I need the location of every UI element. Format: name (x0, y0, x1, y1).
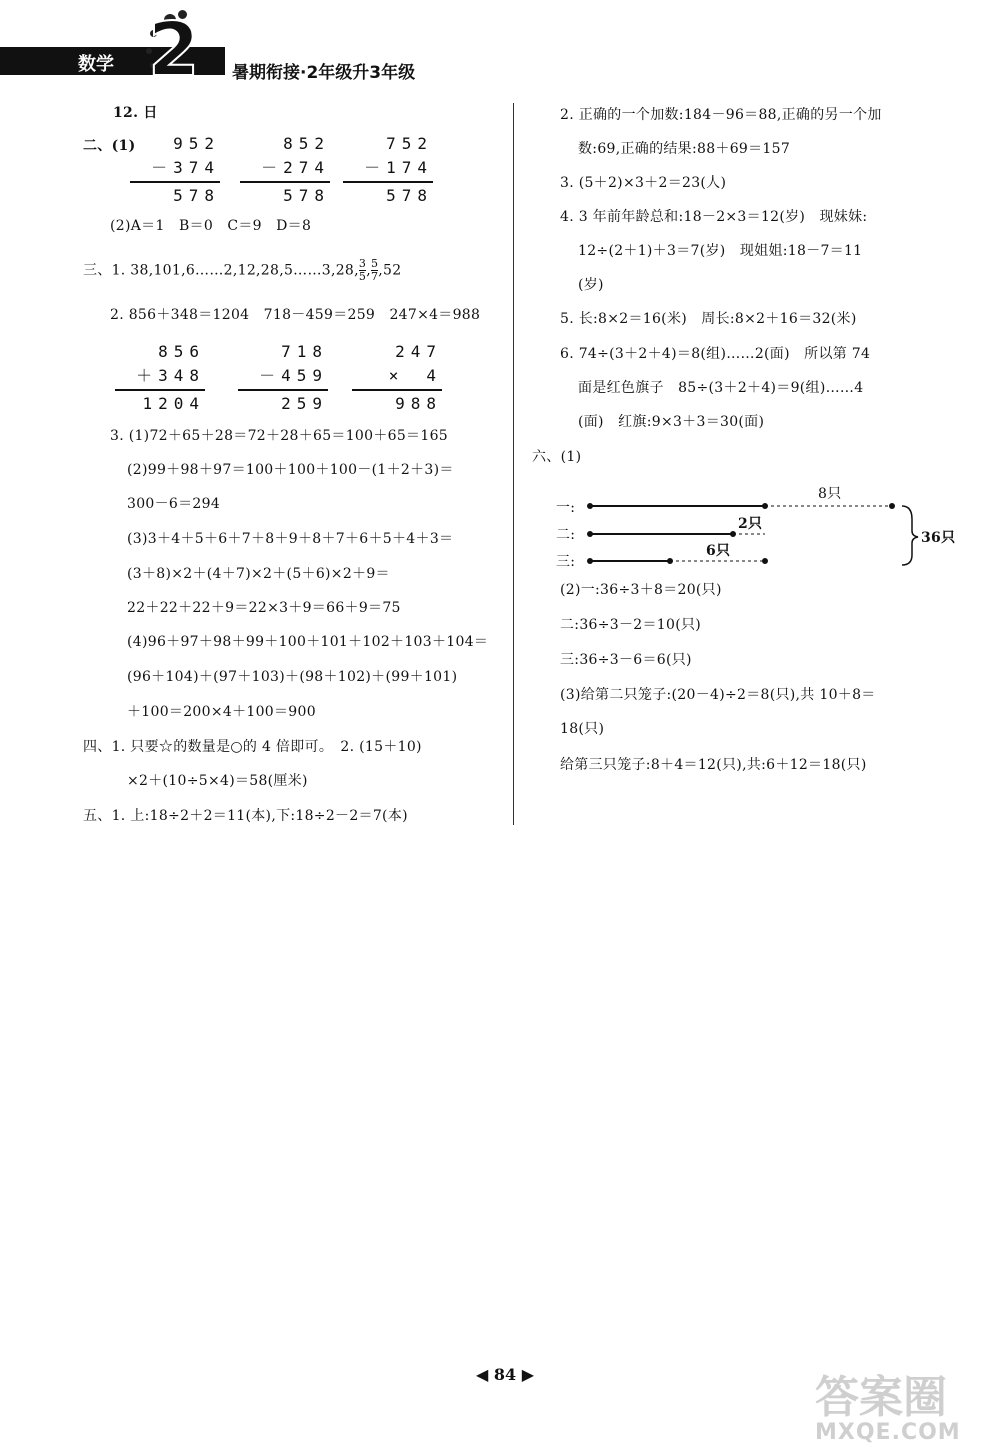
row-label-3: 三: (556, 554, 576, 570)
answer-3-3-line: (4)96＋97＋98＋99＋100＋101＋102＋103＋104＝ (127, 634, 489, 650)
answer-r2b: 数:69,正确的结果:88＋69＝157 (578, 141, 791, 157)
answer-3-3-line: 22＋22＋22＋9＝22×3＋9＝66＋9＝75 (127, 600, 401, 616)
answer-r5: 5. 长:8×2＝16(米) 周长:8×2＋16＝32(米) (560, 311, 857, 327)
answer-4-b: ×2＋(10÷5×4)＝58(厘米) (127, 773, 308, 789)
answer-3-3-line: (3＋8)×2＋(4＋7)×2＋(5＋6)×2＋9＝ (127, 566, 390, 582)
answer-r6b: 面是红色旗子 85÷(3＋2＋4)＝9(组)……4 (578, 380, 864, 396)
vertical-calc: 952 －374 578 (130, 132, 220, 208)
answer-3-1: 三、1. 38,101,6……2,12,28,5……3,28, $\frac{3}{5}$ , $\frac{5}{7}$ ,52 (83, 257, 402, 283)
answer-r6c: (面) 红旗:9×3＋3＝30(面) (578, 414, 765, 430)
segment-point (667, 558, 673, 564)
answer-12: 12. 日 (113, 105, 158, 121)
segment-point (730, 531, 736, 537)
vertical-calc: 247 × 4 988 (352, 340, 442, 416)
answer-3-3-line: ＋100＝200×4＋100＝900 (127, 704, 316, 720)
fraction: $\frac{3}{5}$ (358, 257, 367, 283)
segment-point (762, 558, 768, 564)
diagram-label-2: 2只 (738, 516, 763, 532)
answer-3-3-line: 3. (1)72＋65＋28＝72＋28＋65＝100＋65＝165 (110, 428, 448, 444)
section-2-label: 二、(1) (83, 138, 136, 154)
segment-point (762, 503, 768, 509)
answer-6-3b: 18(只) (560, 721, 605, 737)
row-label-1: 一: (556, 500, 576, 516)
brace (902, 506, 918, 565)
grade-badge: 2 (148, 7, 200, 93)
answer-6-2a: (2)一:36÷3＋8＝20(只) (560, 582, 722, 598)
segment-point (889, 503, 895, 509)
watermark: 答案圈 MXQE.COM (815, 1372, 961, 1445)
answer-r2a: 2. 正确的一个加数:184－96＝88,正确的另一个加 (560, 107, 882, 123)
vertical-calc: 752 －174 578 (343, 132, 433, 208)
fraction: $\frac{5}{7}$ (370, 257, 379, 283)
answer-3-3-line: (96＋104)＋(97＋103)＋(98＋102)＋(99＋101) (127, 669, 458, 685)
answer-3-2: 2. 856＋348＝1204 718－459＝259 247×4＝988 (110, 307, 481, 323)
answer-r4a: 4. 3 年前年龄总和:18－2×3＝12(岁) 现妹妹: (560, 209, 868, 225)
segment-point (587, 503, 593, 509)
answer-r3: 3. (5＋2)×3＋2＝23(人) (560, 175, 727, 191)
page-number: ◀ 84 ▶ (476, 1365, 535, 1384)
answer-6-3c: 给第三只笼子:8＋4＝12(只),共:6＋12＝18(只) (560, 757, 867, 773)
answer-6-2b: 二:36÷3－2＝10(只) (560, 617, 702, 633)
section-6-label: 六、(1) (532, 449, 582, 465)
page-title: 暑期衔接·2年级升3年级 (232, 63, 416, 83)
vertical-calc: 718 －459 259 (238, 340, 328, 416)
answer-5-1: 五、1. 上:18÷2＋2＝11(本),下:18÷2－2＝7(本) (83, 808, 408, 824)
answer-r4c: (岁) (578, 277, 604, 293)
answer-4-a: 四、1. 只要☆的数量是○的 4 倍即可。 2. (15＋10) (83, 739, 422, 755)
answer-6-3a: (3)给第二只笼子:(20－4)÷2＝8(只),共 10＋8＝ (560, 687, 876, 703)
vertical-calc: 856 ＋348 1204 (115, 340, 205, 416)
answer-r6a: 6. 74÷(3＋2＋4)＝8(组)……2(面) 所以第 74 (560, 346, 871, 362)
segment-point (587, 558, 593, 564)
diagram-label-8: 8只 (818, 486, 842, 502)
answer-3-3-line: 300－6＝294 (127, 496, 221, 512)
segment-point (587, 531, 593, 537)
answer-3-3-line: (2)99＋98＋97＝100＋100＋100－(1＋2＋3)＝ (127, 462, 454, 478)
diagram-total: 36只 (921, 530, 956, 546)
diagram-label-6: 6只 (706, 543, 731, 559)
answer-3-3-line: (3)3＋4＋5＋6＋7＋8＋9＋8＋7＋6＋5＋4＋3＝ (127, 531, 454, 547)
column-divider (513, 103, 514, 825)
vertical-calc: 852 －274 578 (240, 132, 330, 208)
answer-6-2c: 三:36÷3－6＝6(只) (560, 652, 692, 668)
subject-label: 数学 (78, 54, 114, 75)
row-label-2: 二: (556, 527, 576, 543)
answer-2-2: (2)A＝1 B＝0 C＝9 D＝8 (110, 218, 312, 234)
answer-r4b: 12÷(2＋1)＋3＝7(岁) 现姐姐:18－7＝11 (578, 243, 863, 259)
